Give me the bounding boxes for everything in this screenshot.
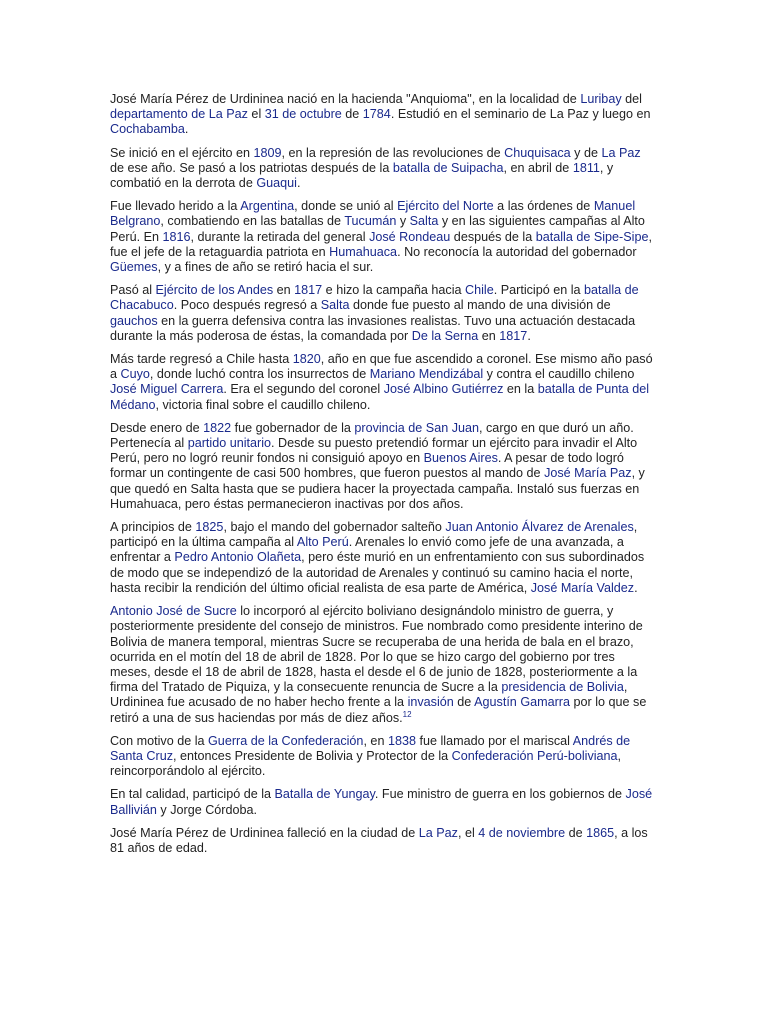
paragraph-text: donde fue puesto al mando de una división de <box>349 298 611 313</box>
paragraph-text: de ese año. Se pasó a los patriotas después de la <box>110 160 393 175</box>
article-paragraph <box>110 604 658 726</box>
article-link[interactable]: departamento de La Paz <box>110 107 248 122</box>
paragraph-text: , en la represión de las revoluciones de <box>281 145 505 160</box>
paragraph-text: , bajo el mando del gobernador salteño <box>223 520 446 535</box>
paragraph-text: , y a fines de año se retiró hacia el sur. <box>157 260 374 275</box>
paragraph-text: de <box>565 825 587 840</box>
paragraph-text: en la <box>503 382 538 397</box>
article-paragraph <box>110 826 658 856</box>
paragraph-text: . Desde su puesto pretendió formar un ejército para invadir el Alto Perú, pero no logró reunir fondos ni consiguió apoyo en <box>110 436 638 466</box>
article-link[interactable]: 1822 <box>203 420 232 435</box>
article-link[interactable]: provincia de San Juan <box>354 420 480 435</box>
paragraph-text: . <box>527 328 531 343</box>
article-paragraph <box>110 146 658 192</box>
article-link[interactable]: 4 de noviembre <box>478 825 566 840</box>
article-link[interactable]: 1811 <box>572 160 600 175</box>
article-link[interactable]: 1865 <box>586 825 615 840</box>
article-link[interactable]: Confederación Perú-boliviana <box>451 748 618 763</box>
paragraph-text: y de <box>570 145 602 160</box>
article-link[interactable]: presidencia de Bolivia <box>501 680 624 695</box>
article-link[interactable]: Juan Antonio Álvarez de Arenales <box>445 520 634 535</box>
article-link[interactable]: Cuyo <box>120 367 150 382</box>
paragraph-text: , entonces Presidente de Bolivia y Protector de la <box>173 748 452 763</box>
paragraph-text: . <box>634 580 638 595</box>
article-link[interactable]: gauchos <box>110 313 158 328</box>
article-link[interactable]: José Miguel Carrera <box>110 382 224 397</box>
paragraph-text: en <box>478 328 500 343</box>
article-link[interactable]: batalla de Suipacha <box>392 160 504 175</box>
article-link[interactable]: Argentina <box>240 199 295 214</box>
article-paragraph <box>110 199 658 275</box>
article-paragraph <box>110 787 658 817</box>
paragraph-text: . Fue ministro de guerra en los gobiernos de <box>374 787 626 802</box>
article-paragraph <box>110 352 658 413</box>
article-link[interactable]: Ejército del Norte <box>397 199 494 214</box>
paragraph-text: a las órdenes de <box>493 199 594 214</box>
article-link[interactable]: La Paz <box>601 145 641 160</box>
article-link[interactable]: partido unitario <box>187 436 272 451</box>
paragraph-text: e hizo la campaña hacia <box>322 283 466 298</box>
article-paragraph <box>110 283 658 344</box>
article-link[interactable]: Alto Perú <box>296 535 349 550</box>
article-link[interactable]: La Paz <box>418 825 458 840</box>
paragraph-text: . Estudió en el seminario de La Paz y luego en <box>390 107 651 122</box>
paragraph-text: , reincorporándolo al ejército. <box>110 748 622 779</box>
paragraph-text: , donde luchó contra los insurrectos de <box>149 367 370 382</box>
paragraph-text: y en las siguientes campañas al Alto Perú. En <box>110 214 645 244</box>
paragraph-text: , combatiendo en las batallas de <box>160 214 345 229</box>
article-link[interactable]: Salta <box>409 214 439 229</box>
paragraph-text: Más tarde regresó a Chile hasta <box>110 352 293 367</box>
article-link[interactable]: 1838 <box>387 733 416 748</box>
article-link[interactable]: Antonio José de Sucre <box>110 604 237 619</box>
paragraph-text: fue gobernador de la <box>231 420 355 435</box>
paragraph-text: . Arenales lo envió como jefe de una avanzada, a enfrentar a <box>110 535 624 565</box>
article-link[interactable]: 1820 <box>292 352 321 367</box>
paragraph-text: , y que quedó en Salta hasta que se pudiera hacer la proyectada campaña. Instaló sus fuerzas en Humahuaca, pero éstas permanecieron inactivas por dos años. <box>110 466 645 511</box>
paragraph-text: después de la <box>450 229 536 244</box>
article-link[interactable]: Guerra de la Confederación <box>208 733 364 748</box>
article-paragraph <box>110 520 658 596</box>
article-link[interactable]: Salta <box>320 298 350 313</box>
article-link[interactable]: 1816 <box>162 229 191 244</box>
article-link[interactable]: Batalla de Yungay <box>274 787 375 802</box>
paragraph-text: el <box>247 107 265 122</box>
paragraph-text: . <box>184 122 189 137</box>
article-paragraph <box>110 734 658 780</box>
paragraph-text: por lo que se retiró a una de sus haciendas por más de diez años. <box>110 695 647 725</box>
article-link[interactable]: Mariano Mendizábal <box>369 367 484 382</box>
paragraph-text: y <box>396 214 410 229</box>
paragraph-text: José María Pérez de Urdininea nació en la hacienda "Anquioma", en la localidad de <box>110 92 581 106</box>
paragraph-text: del <box>621 92 642 106</box>
article-link[interactable]: Humahuaca <box>329 244 398 259</box>
paragraph-text: de <box>453 695 475 710</box>
paragraph-text: , a los 81 años de edad. <box>110 825 648 855</box>
article-link[interactable]: Manuel Belgrano <box>110 199 636 229</box>
paragraph-text: en <box>273 283 295 298</box>
article-link[interactable]: Ejército de los Andes <box>155 283 274 298</box>
article-link[interactable]: 1825 <box>195 520 224 535</box>
reference-superscript[interactable]: 12 <box>402 709 412 719</box>
paragraph-text: , donde se unió al <box>294 199 398 214</box>
article-link[interactable]: De la Serna <box>411 328 479 343</box>
paragraph-text: de <box>341 107 363 122</box>
paragraph-text: , participó en la última campaña al <box>110 520 638 550</box>
article-link[interactable]: Luribay <box>580 92 622 106</box>
article-link[interactable]: Chile <box>465 283 494 298</box>
paragraph-text: . A pesar de todo logró formar un contingente de casi 500 hombres, que fueron puestos al mando de <box>110 451 624 481</box>
paragraph-text: Fue llevado herido a la <box>110 199 241 214</box>
article-link[interactable]: Agustín Gamarra <box>474 695 571 710</box>
paragraph-text: lo incorporó al ejército boliviano designándolo ministro de guerra, y posteriormente presidente del consejo de ministros. Fue nombrado como presidente interino de Bolivia de manera temporal, mientras Sucre se recuperaba de una herida de bala en el brazo, ocurrida en el motín del 18 de abril de 1828. Por lo que se hizo cargo del gobierno por tres meses, desde el 18 de abril de 1828, hasta el desde el 6 de junio de 1828, posteriormente a la firma del Tratado de Piquiza, y la consecuente renuncia de Sucre a la <box>110 604 643 695</box>
article-link[interactable]: batalla de Punta del Médano <box>110 382 650 412</box>
paragraph-text: y contra el caudillo chileno <box>483 367 635 382</box>
paragraph-text: , cargo en que duró un año. Pertenecía al <box>110 420 634 451</box>
paragraph-text: Se inició en el ejército en <box>110 145 254 160</box>
paragraph-text: , fue el jefe de la retaguardia patriota en <box>110 229 652 259</box>
article-link[interactable]: José Ballivián <box>110 787 653 817</box>
paragraph-text: , Urdininea fue acusado de no haber hecho frente a la <box>110 680 628 710</box>
article-link[interactable]: 1784 <box>362 107 391 122</box>
paragraph-text: . Poco después regresó a <box>173 298 321 313</box>
paragraph-text: , y combatió en la derrota de <box>110 160 614 191</box>
article-link[interactable]: invasión <box>407 695 454 710</box>
article-link[interactable]: Cochabamba <box>110 122 185 137</box>
paragraph-text: En tal calidad, participó de la <box>110 787 275 802</box>
paragraph-text: , en abril de <box>503 160 573 175</box>
paragraph-text: y Jorge Córdoba. <box>156 802 258 817</box>
article-link[interactable]: José María Paz <box>544 466 632 481</box>
article-link[interactable]: Güemes <box>110 260 158 275</box>
article-link[interactable]: José María Valdez <box>530 580 635 595</box>
article-link[interactable]: batalla de Sipe-Sipe <box>535 229 649 244</box>
paragraph-text: José María Pérez de Urdininea falleció en la ciudad de <box>110 825 419 840</box>
paragraph-text: Con motivo de la <box>110 733 209 748</box>
paragraph-text: fue llamado por el mariscal <box>415 733 573 748</box>
article-link[interactable]: 1817 <box>294 283 323 298</box>
article-link[interactable]: José Rondeau <box>369 229 451 244</box>
paragraph-text: , victoria final sobre el caudillo chileno. <box>155 397 371 412</box>
paragraph-text: . Era el segundo del coronel <box>223 382 384 397</box>
paragraph-text: Desde enero de <box>110 420 204 435</box>
paragraph-text: A principios de <box>110 520 196 535</box>
article-link[interactable]: Pedro Antonio Olañeta <box>174 550 302 565</box>
article-link[interactable]: Chuquisaca <box>504 145 571 160</box>
article-link[interactable]: José Albino Gutiérrez <box>383 382 504 397</box>
paragraph-text: , pero éste murió en un enfrentamiento con sus subordinados de modo que se independizó de la autoridad de Arenales y continuó su camino hacia el norte, hasta recibir la rendición del último oficial realista de esa parte de América, <box>110 550 645 595</box>
article-link[interactable]: batalla de Chacabuco <box>110 283 639 313</box>
article-link[interactable]: 1817 <box>499 328 528 343</box>
paragraph-text: . Participó en la <box>493 283 585 298</box>
article-paragraph <box>110 421 658 512</box>
paragraph-text: , el <box>457 825 479 840</box>
article-link[interactable]: Tucumán <box>344 214 397 229</box>
paragraph-text: , durante la retirada del general <box>190 229 370 244</box>
article-paragraph <box>110 92 658 138</box>
paragraph-text: Pasó al <box>110 283 156 298</box>
article-link[interactable]: Buenos Aires <box>423 451 498 466</box>
paragraph-text: en la guerra defensiva contra las invasiones realistas. Tuvo una actuación destacada durante la más poderosa de éstas, la comandada por <box>110 313 636 343</box>
paragraph-text: . <box>296 176 301 191</box>
paragraph-text: . No reconocía la autoridad del gobernador <box>397 244 637 259</box>
article-body <box>110 92 658 864</box>
paragraph-text: , en <box>363 733 388 748</box>
article-link[interactable]: Andrés de Santa Cruz <box>110 733 631 763</box>
paragraph-text: , año en que fue ascendido a coronel. Ese mismo año pasó a <box>110 352 653 382</box>
article-link[interactable]: 1809 <box>253 145 282 160</box>
article-link[interactable]: Guaqui <box>256 176 297 191</box>
article-link[interactable]: 31 de octubre <box>264 107 342 122</box>
